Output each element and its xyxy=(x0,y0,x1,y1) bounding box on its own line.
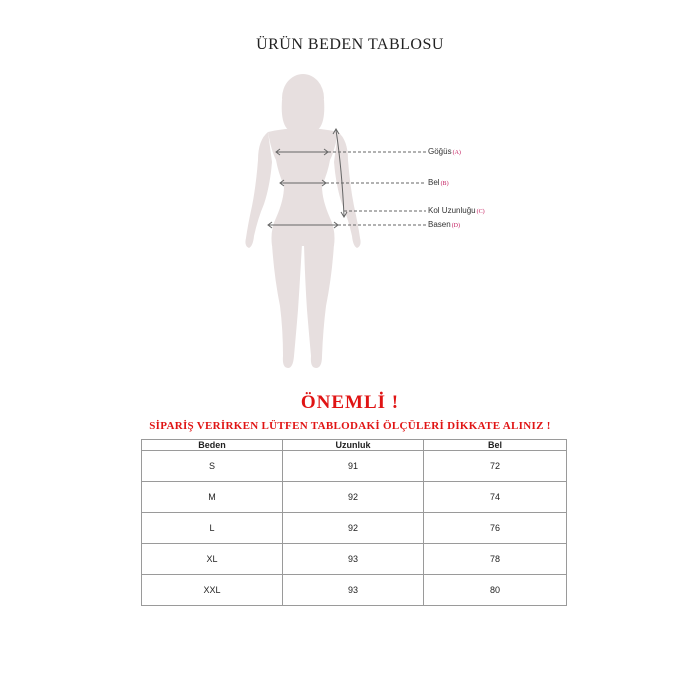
table-row xyxy=(142,451,567,482)
cell-size: XL xyxy=(142,544,283,575)
measure-label-text: Basen xyxy=(428,220,451,229)
measure-label-sleeve xyxy=(428,206,485,215)
cell-waist: 78 xyxy=(424,544,567,575)
measure-label-hip xyxy=(428,220,460,229)
table-row xyxy=(142,482,567,513)
measure-label-code: (D) xyxy=(451,223,461,229)
measure-label-code: (B) xyxy=(440,181,449,187)
order-notice: SİPARİŞ VERİRKEN LÜTFEN TABLODAKİ ÖLÇÜLERİ DİKKATE ALINIZ ! xyxy=(149,420,551,432)
cell-size: L xyxy=(142,513,283,544)
header-size: Beden xyxy=(142,440,283,451)
size-table xyxy=(141,439,567,606)
measure-label-chest xyxy=(428,147,461,156)
cell-length: 91 xyxy=(283,451,424,482)
silhouette xyxy=(245,74,360,368)
cell-size: M xyxy=(142,482,283,513)
cell-length: 93 xyxy=(283,575,424,606)
measure-label-waist xyxy=(428,178,449,187)
cell-size: XXL xyxy=(142,575,283,606)
measure-label-text: Kol Uzunluğu xyxy=(428,206,476,215)
table-header-row xyxy=(142,440,567,451)
cell-waist: 80 xyxy=(424,575,567,606)
table-row xyxy=(142,544,567,575)
table-row xyxy=(142,575,567,606)
measure-label-text: Göğüs xyxy=(428,147,452,156)
cell-length: 93 xyxy=(283,544,424,575)
cell-length: 92 xyxy=(283,482,424,513)
header-waist: Bel xyxy=(424,440,567,451)
cell-waist: 74 xyxy=(424,482,567,513)
measure-label-text: Bel xyxy=(428,178,440,187)
cell-size: S xyxy=(142,451,283,482)
header-length: Uzunluk xyxy=(283,440,424,451)
measure-label-code: (C) xyxy=(476,209,485,215)
cell-length: 92 xyxy=(283,513,424,544)
cell-waist: 76 xyxy=(424,513,567,544)
measure-label-code: (A) xyxy=(452,150,461,156)
cell-waist: 72 xyxy=(424,451,567,482)
important-heading: ÖNEMLİ ! xyxy=(300,392,400,413)
table-row xyxy=(142,513,567,544)
page-title: ÜRÜN BEDEN TABLOSU xyxy=(256,36,444,53)
